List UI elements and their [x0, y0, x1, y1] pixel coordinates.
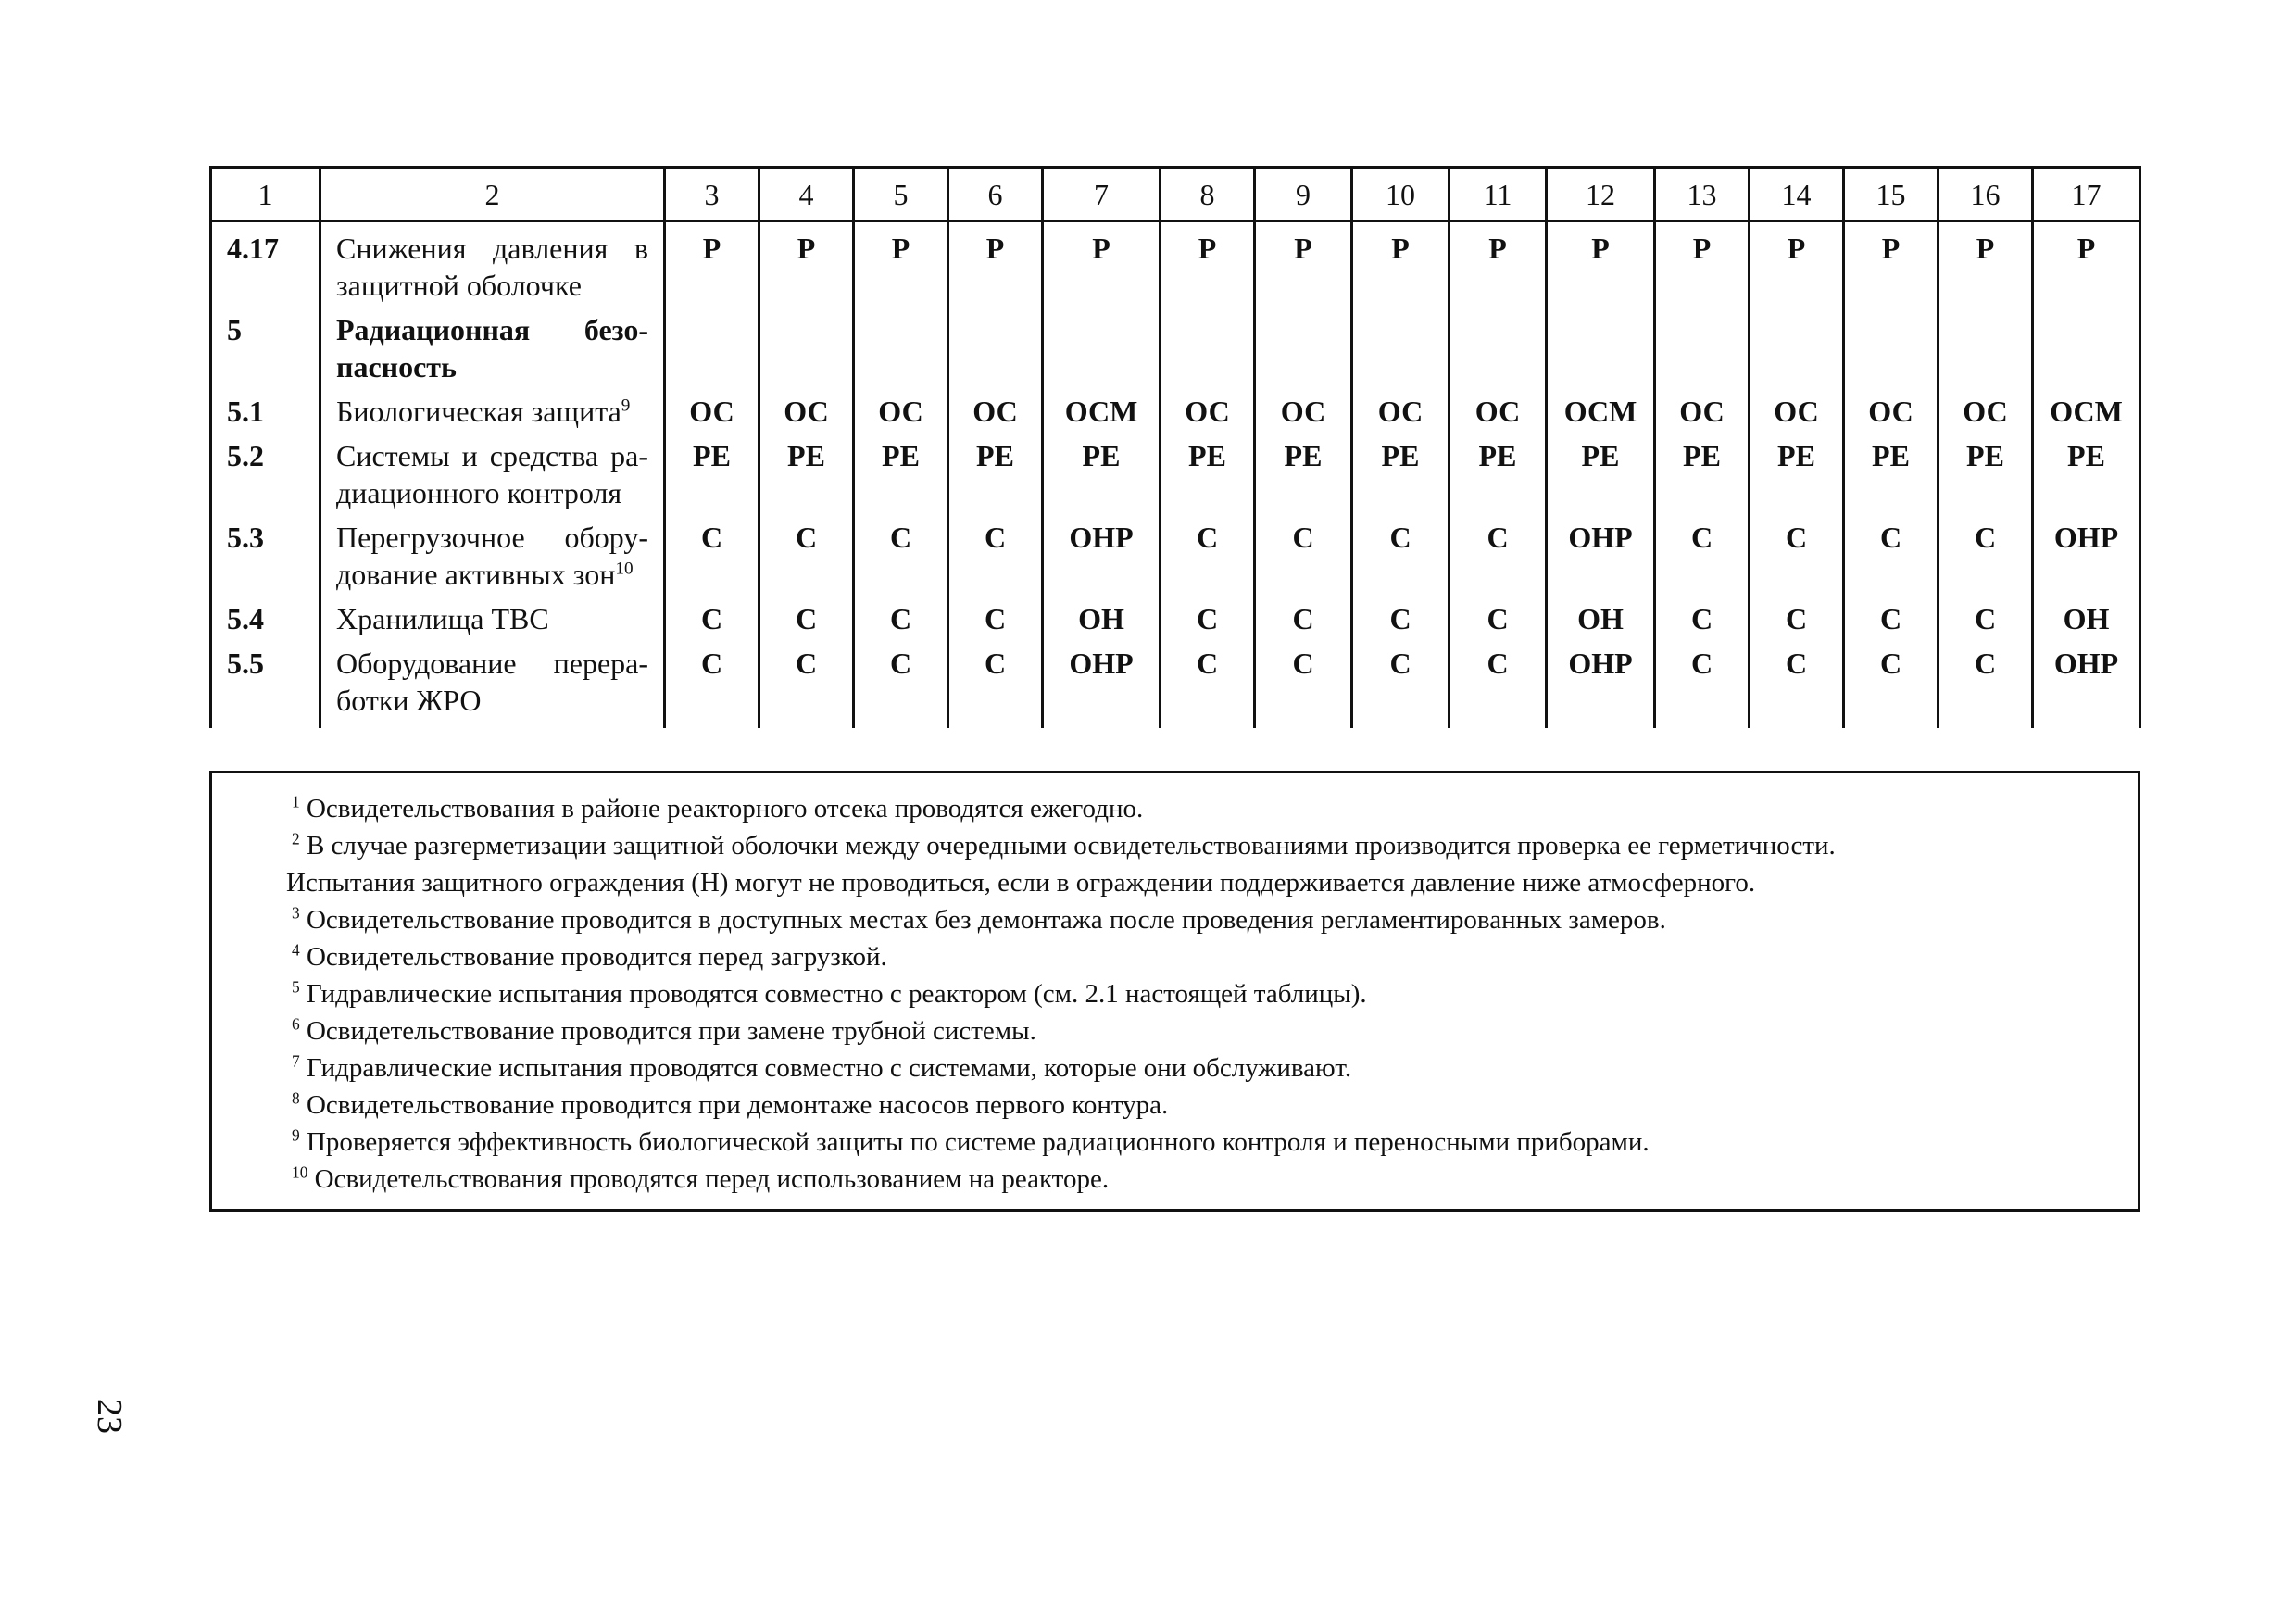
table-cell: РЕ [1547, 430, 1655, 511]
table-cell [1844, 304, 1938, 385]
table-cell: С [1938, 637, 2033, 728]
table-cell: ОН [1547, 593, 1655, 637]
table-cell: ОН [1043, 593, 1161, 637]
table-cell: С [1844, 511, 1938, 593]
table-cell: РЕ [759, 430, 854, 511]
table-row [211, 637, 2140, 728]
table-cell [665, 304, 759, 385]
table-cell: РЕ [854, 430, 948, 511]
footnote-number: 6 [292, 1014, 300, 1034]
footnote-text: Освидетельствования в районе реакторного отсека проводятся ежегодно. [306, 794, 1144, 823]
table-cell [948, 304, 1043, 385]
footnote [292, 1012, 2138, 1049]
table-cell: С [1655, 637, 1750, 728]
table-cell [759, 304, 854, 385]
table-cell: Р [854, 221, 948, 305]
table-cell [1655, 304, 1750, 385]
footnote [292, 827, 2138, 864]
table-cell: С [854, 593, 948, 637]
table-cell: С [1449, 511, 1547, 593]
column-header: 4 [759, 168, 854, 221]
table-cell: Р [948, 221, 1043, 305]
table-cell: С [1844, 637, 1938, 728]
column-header: 14 [1750, 168, 1844, 221]
column-header: 16 [1938, 168, 2033, 221]
footnote-text: Освидетельствование проводится при демонтаже насосов первого контура. [306, 1090, 1169, 1120]
table-cell: Р [1161, 221, 1255, 305]
table-row [211, 593, 2140, 637]
footnote-text: Освидетельствование проводится при замене трубной системы. [306, 1016, 1036, 1046]
table-cell: Р [1255, 221, 1352, 305]
row-number: 5.2 [211, 430, 320, 511]
footnote-text: Освидетельствования проводятся перед использованием на реакторе. [314, 1164, 1110, 1194]
footnote-number: 2 [292, 829, 300, 848]
row-number: 5.1 [211, 385, 320, 430]
column-header: 6 [948, 168, 1043, 221]
table-cell: ОСМ [1043, 385, 1161, 430]
table-cell [2033, 304, 2140, 385]
footnote-text: Гидравлические испытания проводятся совместно с реактором (см. 2.1 настоящей таблицы). [306, 979, 1367, 1009]
footnotes-box [209, 771, 2140, 1212]
table-cell: ОНР [2033, 511, 2140, 593]
table-cell: С [759, 593, 854, 637]
table-cell: С [665, 511, 759, 593]
table-cell: С [1449, 637, 1547, 728]
table-cell [1352, 304, 1449, 385]
table-cell [1043, 304, 1161, 385]
row-name [320, 511, 665, 593]
footnote-ref: 10 [615, 559, 634, 579]
row-number: 5.3 [211, 511, 320, 593]
table-cell: ОС [1844, 385, 1938, 430]
row-name-text: Снижения давления в защитной оболочке [336, 232, 648, 302]
column-header: 10 [1352, 168, 1449, 221]
table-cell: С [1352, 511, 1449, 593]
table-cell: ОС [1938, 385, 2033, 430]
row-number: 5.5 [211, 637, 320, 728]
table-cell: ОС [948, 385, 1043, 430]
row-name [320, 221, 665, 305]
column-header: 15 [1844, 168, 1938, 221]
table-cell: С [1352, 593, 1449, 637]
table-cell: С [1449, 593, 1547, 637]
footnote-number: 3 [292, 903, 300, 923]
column-header: 12 [1547, 168, 1655, 221]
table-cell: ОН [2033, 593, 2140, 637]
table-cell: Р [1547, 221, 1655, 305]
table-cell: Р [1352, 221, 1449, 305]
footnote-text: Гидравлические испытания проводятся совместно с системами, которые они обслуживают. [306, 1053, 1352, 1083]
table-cell: С [948, 637, 1043, 728]
table-cell: С [1161, 593, 1255, 637]
table-row [211, 511, 2140, 593]
table-cell [1161, 304, 1255, 385]
table-cell: С [1255, 637, 1352, 728]
row-name [320, 637, 665, 728]
table-cell: С [948, 511, 1043, 593]
table-cell: С [759, 511, 854, 593]
column-header: 11 [1449, 168, 1547, 221]
table-cell: ОС [1255, 385, 1352, 430]
row-name-text: Хранилища ТВС [336, 602, 549, 635]
page-number: 23 [90, 1399, 129, 1434]
table-cell: ОС [1655, 385, 1750, 430]
table-cell: Р [2033, 221, 2140, 305]
column-header: 2 [320, 168, 665, 221]
row-name-text: Радиационная безо-пасность [336, 313, 648, 383]
footnote [292, 1087, 2138, 1124]
footnote-text: Освидетельствование проводится в доступных местах без демонтажа после проведения регламентированных замеров. [306, 905, 1666, 935]
table-cell [1449, 304, 1547, 385]
footnote-number: 10 [292, 1162, 308, 1182]
row-name-text: Биологическая защита [336, 395, 621, 428]
table-cell: С [759, 637, 854, 728]
row-number: 5.4 [211, 593, 320, 637]
table-cell: РЕ [2033, 430, 2140, 511]
table-header-row [211, 168, 2140, 221]
footnote-text: Испытания защитного ограждения (Н) могут не проводиться, если в ограждении поддерживается давление ниже атмосферного. [286, 868, 1756, 898]
table-cell [854, 304, 948, 385]
footnote [292, 1124, 2138, 1161]
footnote-text: Проверяется эффективность биологической защиты по системе радиационного контроля и переносными приборами. [306, 1127, 1650, 1157]
row-name [320, 593, 665, 637]
table-cell: РЕ [1352, 430, 1449, 511]
footnote-number: 5 [292, 977, 300, 997]
footnote [292, 1161, 2138, 1198]
row-name [320, 385, 665, 430]
table-cell: ОНР [1043, 511, 1161, 593]
footnote [292, 790, 2138, 827]
footnote [286, 864, 2138, 901]
table-cell: ОНР [1547, 637, 1655, 728]
footnote-text: В случае разгерметизации защитной оболочки между очередными освидетельствованиями производится проверка ее герметичности. [306, 831, 1836, 861]
row-name [320, 304, 665, 385]
footnote [292, 901, 2138, 938]
table-cell: РЕ [1161, 430, 1255, 511]
table-cell: ОС [665, 385, 759, 430]
column-header: 3 [665, 168, 759, 221]
row-name [320, 430, 665, 511]
table-cell: С [854, 637, 948, 728]
table-cell: ОСМ [1547, 385, 1655, 430]
table-cell [1938, 304, 2033, 385]
table-cell [1547, 304, 1655, 385]
table-cell: РЕ [665, 430, 759, 511]
table-row [211, 430, 2140, 511]
table-cell: С [1655, 511, 1750, 593]
table-cell: Р [759, 221, 854, 305]
table-cell: С [1255, 593, 1352, 637]
inspection-table [209, 166, 2141, 728]
table-cell: С [1255, 511, 1352, 593]
row-number: 4.17 [211, 221, 320, 305]
column-header: 7 [1043, 168, 1161, 221]
table-cell: РЕ [1255, 430, 1352, 511]
table-cell: С [1655, 593, 1750, 637]
table-row [211, 221, 2140, 305]
table-row [211, 385, 2140, 430]
table-cell: ОС [1449, 385, 1547, 430]
table-cell: С [948, 593, 1043, 637]
footnote-number: 4 [292, 940, 300, 960]
table-cell [1255, 304, 1352, 385]
table-cell: С [1844, 593, 1938, 637]
footnote-ref: 9 [621, 396, 631, 416]
table-cell: С [1352, 637, 1449, 728]
table-cell: РЕ [1655, 430, 1750, 511]
table-cell: Р [665, 221, 759, 305]
table-cell: РЕ [1844, 430, 1938, 511]
table-cell: РЕ [1750, 430, 1844, 511]
table-cell: С [854, 511, 948, 593]
row-number: 5 [211, 304, 320, 385]
table-cell: Р [1043, 221, 1161, 305]
table-cell: ОС [1750, 385, 1844, 430]
table-cell: Р [1655, 221, 1750, 305]
footnote [292, 938, 2138, 975]
column-header: 5 [854, 168, 948, 221]
footnote-number: 8 [292, 1088, 300, 1108]
table-cell: Р [1844, 221, 1938, 305]
table-cell: Р [1938, 221, 2033, 305]
table-cell: РЕ [1938, 430, 2033, 511]
table-cell: Р [1750, 221, 1844, 305]
table-cell: ОС [1352, 385, 1449, 430]
footnote-text: Освидетельствование проводится перед загрузкой. [306, 942, 887, 972]
table-cell: ОСМ [2033, 385, 2140, 430]
table-row [211, 304, 2140, 385]
column-header: 17 [2033, 168, 2140, 221]
table-cell: С [1161, 637, 1255, 728]
footnote-number: 9 [292, 1125, 300, 1145]
table-cell: РЕ [1449, 430, 1547, 511]
footnote [292, 975, 2138, 1012]
column-header: 13 [1655, 168, 1750, 221]
row-name-text: Оборудование перера-ботки ЖРО [336, 647, 648, 717]
table-cell: ОНР [1547, 511, 1655, 593]
table-cell: С [1750, 637, 1844, 728]
table-cell [1750, 304, 1844, 385]
table-cell: С [1750, 511, 1844, 593]
table-cell: ОС [854, 385, 948, 430]
row-name-text: Перегрузочное обору-дование активных зон [336, 521, 648, 591]
table-cell: С [1938, 511, 2033, 593]
table-cell: ОС [759, 385, 854, 430]
column-header: 9 [1255, 168, 1352, 221]
footnote-number: 1 [292, 792, 300, 811]
column-header: 1 [211, 168, 320, 221]
table-cell: С [665, 637, 759, 728]
table-cell: С [1161, 511, 1255, 593]
table-cell: ОНР [2033, 637, 2140, 728]
table-cell: С [665, 593, 759, 637]
table-cell: РЕ [948, 430, 1043, 511]
row-name-text: Системы и средства ра-диационного контроля [336, 439, 648, 509]
table-cell: Р [1449, 221, 1547, 305]
table-cell: ОС [1161, 385, 1255, 430]
table-cell: С [1938, 593, 2033, 637]
table-cell: РЕ [1043, 430, 1161, 511]
column-header: 8 [1161, 168, 1255, 221]
table-cell: ОНР [1043, 637, 1161, 728]
footnote-number: 7 [292, 1051, 300, 1071]
footnote [292, 1049, 2138, 1087]
table-cell: С [1750, 593, 1844, 637]
